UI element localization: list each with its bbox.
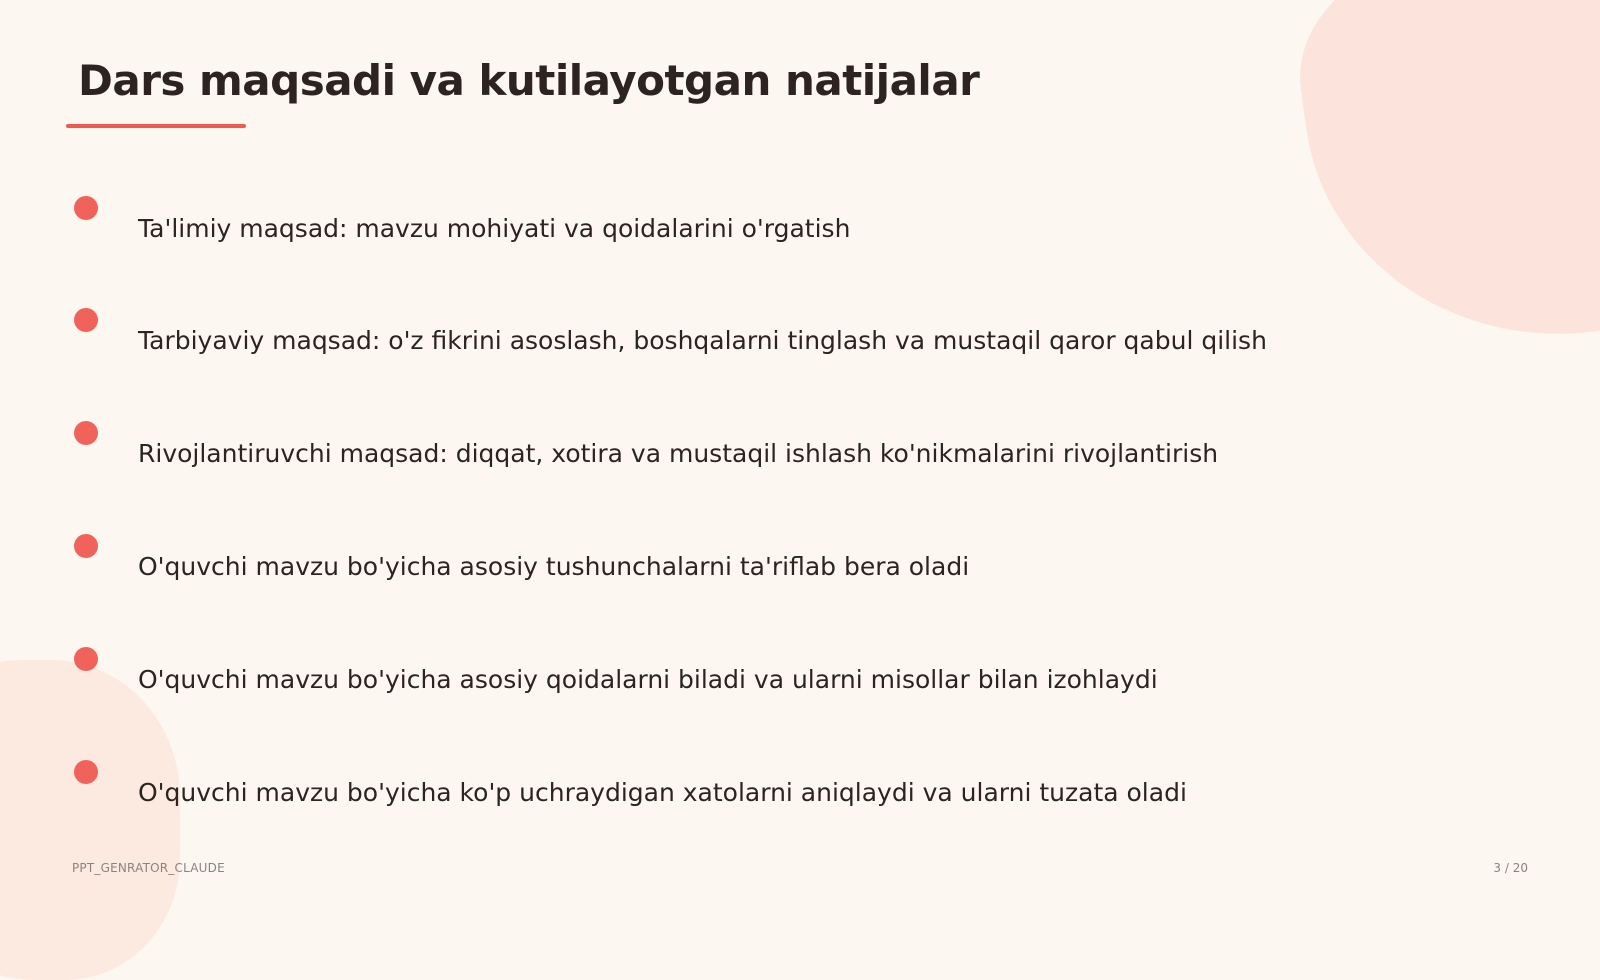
bullet-text: O'quvchi mavzu bo'yicha asosiy tushunchalarni ta'riflab bera oladi xyxy=(138,552,970,581)
bullet-dot-icon xyxy=(74,534,98,558)
bullet-text: Ta'limiy maqsad: mavzu mohiyati va qoidalarini o'rgatish xyxy=(138,214,851,243)
footer-brand-label: PPT_GENRATOR_CLAUDE xyxy=(72,861,225,875)
bullet-text: Tarbiyaviy maqsad: o'z fikrini asoslash, boshqalarni tinglash va mustaqil qaror qabul qilish xyxy=(138,326,1267,355)
bullet-dot-icon xyxy=(74,760,98,784)
title-underline xyxy=(66,124,246,128)
bullet-text: O'quvchi mavzu bo'yicha ko'p uchraydigan xatolarni aniqlaydi va ularni tuzata oladi xyxy=(138,778,1187,807)
bullet-dot-icon xyxy=(74,421,98,445)
bullet-dot-icon xyxy=(74,647,98,671)
bullet-item xyxy=(0,308,1600,388)
bullet-item xyxy=(0,760,1600,840)
bullet-item xyxy=(0,196,1600,276)
page-indicator: 3 / 20 xyxy=(1493,861,1528,875)
bullet-text: Rivojlantiruvchi maqsad: diqqat, xotira va mustaqil ishlash ko'nikmalarini rivojlantirish xyxy=(138,439,1219,468)
bullet-text: O'quvchi mavzu bo'yicha asosiy qoidalarni biladi va ularni misollar bilan izohlaydi xyxy=(138,665,1158,694)
slide-title: Dars maqsadi va kutilayotgan natijalar xyxy=(78,56,980,105)
bullet-dot-icon xyxy=(74,308,98,332)
bullet-dot-icon xyxy=(74,196,98,220)
bullet-item xyxy=(0,534,1600,614)
bullet-item xyxy=(0,421,1600,501)
bullet-item xyxy=(0,647,1600,727)
